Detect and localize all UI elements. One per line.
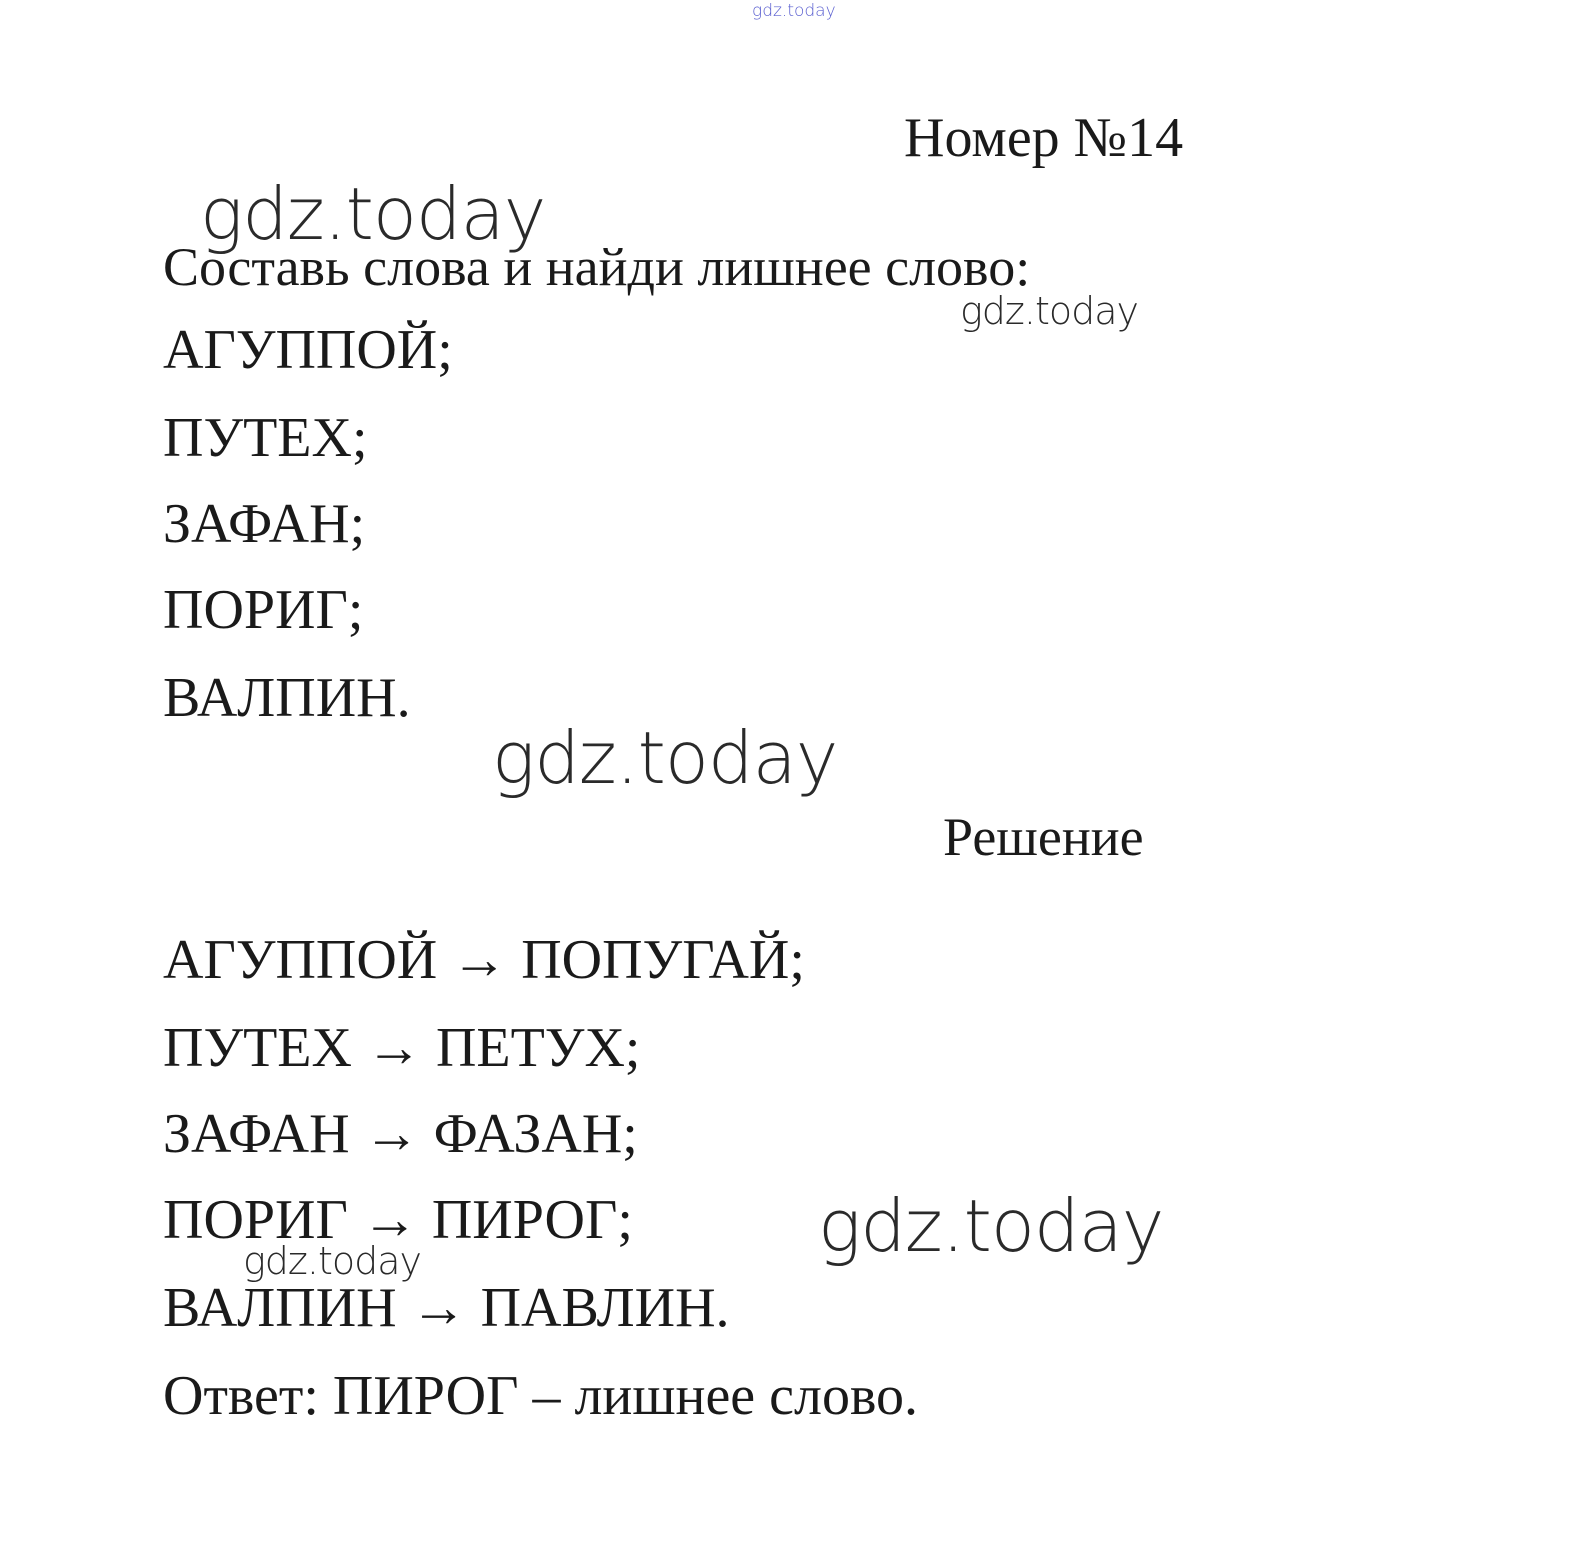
task-text: Составь слова и найди лишнее слово: [163,237,1031,297]
watermark-medium-2: gdz.today [243,1239,421,1283]
scrambled-word-2: ПУТЕХ; [163,407,368,469]
scrambled-word-1: АГУППОЙ; [163,319,453,381]
scrambled-word-4: ПОРИГ; [163,579,364,641]
answer-text: Ответ: ПИРОГ – лишнее слово. [163,1365,919,1427]
watermark-medium-1: gdz.today [960,289,1138,333]
solution-line-4: ПОРИГ → ПИРОГ; [163,1189,633,1251]
watermark-large-1: gdz.today [200,172,546,256]
solution-line-1: АГУППОЙ → ПОПУГАЙ; [163,929,805,991]
solution-line-5: ВАЛПИН → ПАВЛИН. [163,1277,730,1339]
solution-heading: Решение [943,807,1144,867]
page-title: Номер №14 [904,107,1184,169]
watermark-large-3: gdz.today [818,1184,1164,1268]
watermark-top: gdz.today [752,1,836,21]
scrambled-word-3: ЗАФАН; [163,493,366,555]
solution-line-2: ПУТЕХ → ПЕТУХ; [163,1017,641,1079]
solution-line-3: ЗАФАН → ФАЗАН; [163,1103,638,1165]
scrambled-word-5: ВАЛПИН. [163,667,411,729]
watermark-large-2: gdz.today [492,716,838,800]
